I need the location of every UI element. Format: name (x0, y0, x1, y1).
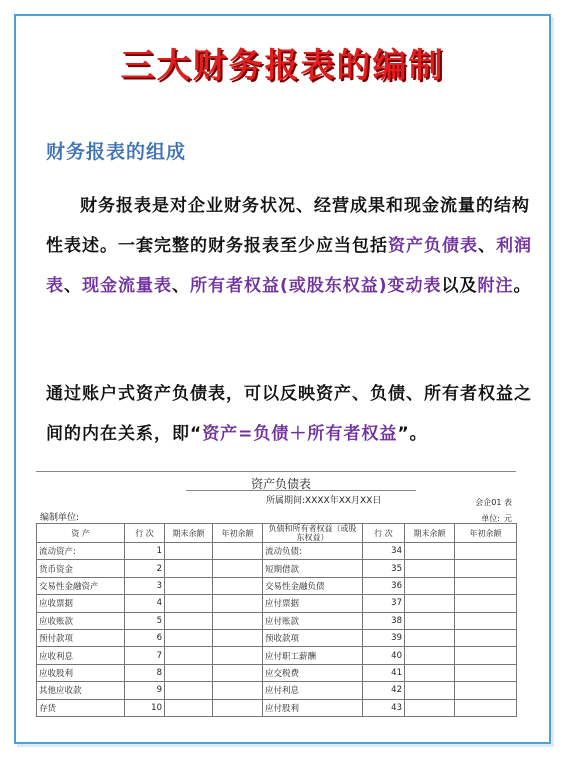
asset-name: 预付款项 (37, 629, 125, 646)
table-row (37, 647, 517, 664)
begin-balance-cell (213, 682, 263, 699)
table-row (37, 612, 517, 629)
end-balance-cell (405, 629, 455, 646)
highlight-accounting-equation: 资产=负债＋所有者权益 (202, 424, 398, 444)
liability-line: 39 (363, 629, 405, 646)
paragraph-composition (46, 186, 546, 306)
column-header: 年初余额 (455, 524, 517, 543)
asset-line: 9 (125, 682, 165, 699)
paragraph-text: 通过账户式资产负债表，可以反映资产、负债、所有者权益之间的内在关系，即“ (46, 384, 532, 444)
table-row (37, 577, 517, 594)
begin-balance-cell (455, 682, 517, 699)
connector-text: 以及 (441, 276, 478, 296)
asset-name: 货币资金 (37, 560, 125, 577)
begin-balance-cell (455, 577, 517, 594)
column-header: 年初余额 (213, 524, 263, 543)
asset-name: 交易性金融资产 (37, 577, 125, 594)
asset-name: 流动资产: (37, 543, 125, 560)
end-balance-cell (165, 682, 213, 699)
highlight-income-statement: 利润表 (46, 236, 532, 296)
table-header-row (37, 524, 517, 543)
begin-balance-cell (455, 664, 517, 681)
asset-name: 存货 (37, 699, 125, 716)
highlight-balance-sheet: 资产负债表 (388, 236, 478, 256)
asset-name: 其他应收款 (37, 682, 125, 699)
asset-line: 10 (125, 699, 165, 716)
liability-line: 37 (363, 595, 405, 612)
end-balance-cell (165, 629, 213, 646)
liability-name: 应付职工薪酬 (263, 647, 363, 664)
begin-balance-cell (213, 629, 263, 646)
begin-balance-cell (213, 664, 263, 681)
section-heading: 财务报表的组成 (46, 141, 187, 163)
separator: 、 (478, 236, 496, 256)
liability-name: 交易性金融负债 (263, 577, 363, 594)
asset-name: 应收票据 (37, 595, 125, 612)
end-balance-cell (405, 612, 455, 629)
liability-line: 34 (363, 543, 405, 560)
table-row (37, 682, 517, 699)
highlight-cash-flow-statement: 现金流量表 (82, 276, 172, 296)
sheet-title: 资产负债表 (250, 477, 311, 491)
asset-name: 应收利息 (37, 647, 125, 664)
liability-line: 40 (363, 647, 405, 664)
table-row (37, 543, 517, 560)
end-balance-cell (405, 664, 455, 681)
end-balance-cell (165, 543, 213, 560)
asset-line: 1 (125, 543, 165, 560)
asset-line: 8 (125, 664, 165, 681)
page-title: 三大财务报表的编制 (120, 46, 445, 86)
paragraph-end: ”。 (397, 424, 428, 444)
sheet-company-label: 编制单位: (40, 513, 80, 523)
column-header: 行 次 (363, 524, 405, 543)
liability-name: 应付利息 (263, 682, 363, 699)
separator: 、 (172, 276, 190, 296)
liability-name: 应付账款 (263, 612, 363, 629)
column-header: 负债和所有者权益（或股东权益） (263, 524, 363, 543)
end-balance-cell (165, 577, 213, 594)
liability-line: 35 (363, 560, 405, 577)
end-balance-cell (405, 560, 455, 577)
liability-line: 43 (363, 699, 405, 716)
asset-line: 2 (125, 560, 165, 577)
end-balance-cell (405, 543, 455, 560)
end-balance-cell (405, 699, 455, 716)
liability-line: 38 (363, 612, 405, 629)
divider (36, 471, 516, 472)
divider (186, 490, 416, 491)
liability-line: 41 (363, 664, 405, 681)
column-header: 期末余额 (405, 524, 455, 543)
column-header: 行 次 (125, 524, 165, 543)
asset-line: 3 (125, 577, 165, 594)
asset-line: 4 (125, 595, 165, 612)
asset-name: 应收账款 (37, 612, 125, 629)
table-row (37, 595, 517, 612)
begin-balance-cell (455, 560, 517, 577)
table-row (37, 629, 517, 646)
begin-balance-cell (455, 647, 517, 664)
liability-name: 预收款项 (263, 629, 363, 646)
balance-sheet-table (36, 523, 517, 717)
balance-sheet-image (36, 471, 526, 736)
begin-balance-cell (213, 560, 263, 577)
end-balance-cell (405, 647, 455, 664)
begin-balance-cell (213, 612, 263, 629)
sheet-unit-value: 元 (504, 514, 512, 523)
table-row (37, 699, 517, 716)
table-row (37, 664, 517, 681)
paragraph-end: 。 (513, 276, 532, 296)
end-balance-cell (405, 595, 455, 612)
begin-balance-cell (213, 647, 263, 664)
column-header: 资 产 (37, 524, 125, 543)
end-balance-cell (165, 560, 213, 577)
end-balance-cell (165, 664, 213, 681)
begin-balance-cell (455, 629, 517, 646)
end-balance-cell (405, 682, 455, 699)
separator: 、 (64, 276, 82, 296)
begin-balance-cell (455, 612, 517, 629)
begin-balance-cell (213, 595, 263, 612)
paragraph-equation (46, 374, 546, 454)
paragraph-text: 财务报表是对企业财务状况、经营成果和现金流量的结构性表述。一套完整的财务报表至少应当包括 (46, 196, 530, 256)
liability-name: 应付票据 (263, 595, 363, 612)
begin-balance-cell (455, 595, 517, 612)
highlight-notes: 附注 (477, 276, 514, 296)
asset-line: 7 (125, 647, 165, 664)
asset-line: 5 (125, 612, 165, 629)
liability-name: 短期借款 (263, 560, 363, 577)
column-header: 期末余额 (165, 524, 213, 543)
liability-name: 流动负债: (263, 543, 363, 560)
end-balance-cell (165, 699, 213, 716)
begin-balance-cell (213, 543, 263, 560)
sheet-period: 所属期间:XXXX年XX月XX日 (266, 496, 382, 506)
liability-line: 36 (363, 577, 405, 594)
end-balance-cell (165, 612, 213, 629)
sheet-form-number: 会企01 表 (475, 498, 512, 507)
begin-balance-cell (455, 699, 517, 716)
begin-balance-cell (455, 543, 517, 560)
asset-line: 6 (125, 629, 165, 646)
table-row (37, 560, 517, 577)
liability-line: 42 (363, 682, 405, 699)
liability-name: 应付股利 (263, 699, 363, 716)
begin-balance-cell (213, 577, 263, 594)
end-balance-cell (165, 595, 213, 612)
asset-name: 应收股利 (37, 664, 125, 681)
highlight-equity-statement: 所有者权益(或股东权益)变动表 (190, 276, 442, 296)
begin-balance-cell (213, 699, 263, 716)
sheet-unit-label: 单位: (481, 514, 500, 523)
end-balance-cell (405, 577, 455, 594)
liability-name: 应交税费 (263, 664, 363, 681)
end-balance-cell (165, 647, 213, 664)
